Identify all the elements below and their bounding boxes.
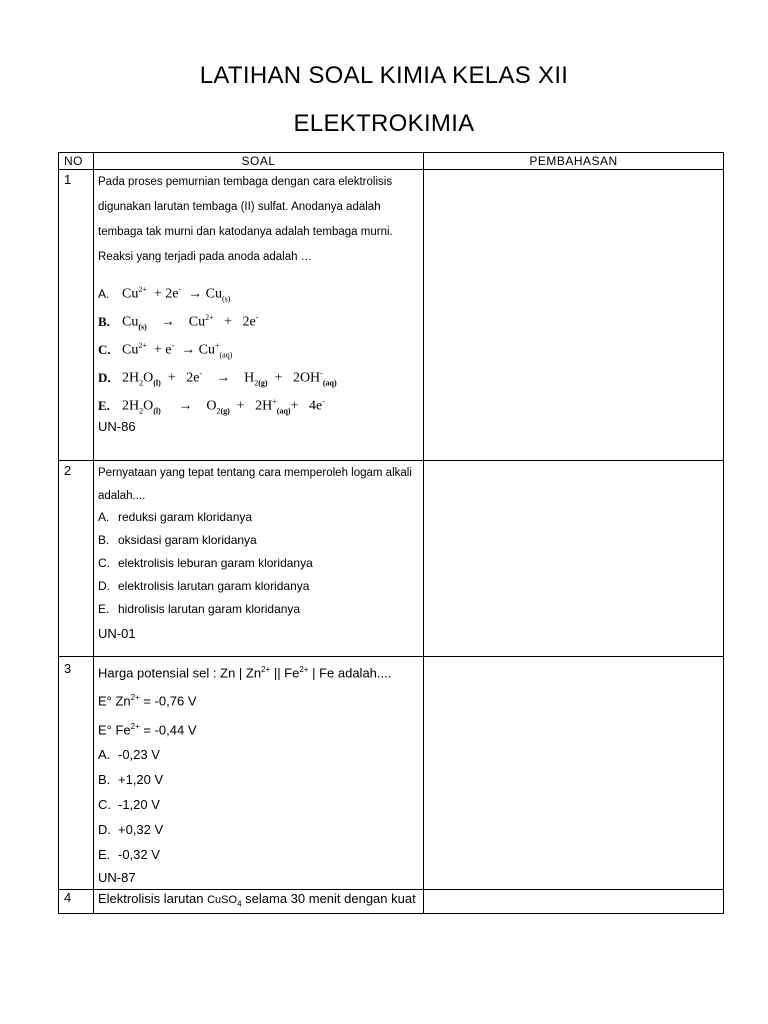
question-line: Pada proses pemurnian tembaga dengan cara elektrolisis (98, 176, 393, 188)
question-number: 3 (59, 657, 94, 890)
pembahasan-cell (424, 889, 724, 913)
pembahasan-cell (424, 657, 724, 890)
page-title: LATIHAN SOAL KIMIA KELAS XII (199, 62, 569, 89)
option-e: E. -0,32 V (98, 846, 160, 862)
option-c: C. $Cu^{2+} + e^- \to Cu^+_{(aq)}$ (98, 341, 233, 360)
page-subtitle: ELEKTROKIMIA (293, 110, 475, 137)
question-line: Pernyataan yang tepat tentang cara memperoleh logam alkali (98, 467, 412, 479)
question-table (58, 152, 724, 914)
header-no: NO (59, 153, 94, 170)
question-source: UN-87 (98, 869, 136, 885)
question-row-3 (59, 657, 724, 890)
question-cell (94, 657, 424, 890)
option-a: A. reduksi garam kloridanya (98, 510, 253, 524)
option-e: E. hidrolisis larutan garam kloridanya (98, 602, 301, 616)
question-line: digunakan larutan tembaga (II) sulfat. Anodanya adalah (98, 201, 381, 213)
option-c: C. elektrolisis leburan garam kloridanya (98, 556, 313, 570)
option-a: A. $Cu^{2+} + 2e^- \to Cu_{(s)}$ (98, 285, 231, 304)
option-b: B. +1,20 V (98, 771, 164, 787)
electrode-potential-fe: E° $Fe^{2+} = -0,44$ V (98, 721, 197, 737)
option-d: D. elektrolisis larutan garam kloridanya (98, 579, 310, 593)
option-d: D. $2H_2O_{(l)} + 2e^-$ → $H_{2(g)} + 2OH^-_{(aq)}$ (98, 369, 337, 388)
option-b: B. oksidasi garam kloridanya (98, 533, 257, 547)
question-cell (94, 170, 424, 461)
question-row-1 (59, 170, 724, 461)
question-row-4 (59, 889, 724, 913)
option-c: C. -1,20 V (98, 796, 160, 812)
question-line: Reaksi yang terjadi pada anoda adalah … (98, 251, 313, 263)
question-number: 2 (59, 461, 94, 657)
question-cell (94, 889, 424, 913)
question-line: Elektrolisis larutan CuSO$_4$ selama 30 menit dengan kuat (98, 890, 416, 909)
electrode-potential-zn: E° $Zn^{2+} = -0,76$ V (98, 693, 197, 709)
question-cell (94, 461, 424, 657)
option-b: B. $Cu_{(s)}$ → $Cu^{2+} + 2e^-$ (98, 313, 259, 332)
question-source: UN-86 (98, 419, 136, 434)
question-row-2 (59, 461, 724, 657)
option-d: D. +0,32 V (98, 821, 164, 837)
header-soal: SOAL (94, 153, 424, 170)
option-e: E. $2H_2O_{(l)}$ → $O_{2(g)} + 2H^+_{(aq)}+ 4e^-$ (98, 397, 325, 416)
question-number: 4 (59, 889, 94, 913)
header-pembahasan: PEMBAHASAN (424, 153, 724, 170)
question-line: adalah.... (98, 490, 146, 502)
question-source: UN-01 (98, 626, 136, 641)
question-line: Harga potensial sel : Zn | $Zn^{2+}$ || $Fe^{2+}$ | Fe adalah.... (98, 665, 392, 681)
pembahasan-cell (424, 461, 724, 657)
option-a: A. -0,23 V (98, 746, 160, 762)
table-header-row (59, 153, 724, 170)
question-number: 1 (59, 170, 94, 461)
pembahasan-cell (424, 170, 724, 461)
question-line: tembaga tak murni dan katodanya adalah tembaga murni. (98, 226, 393, 238)
